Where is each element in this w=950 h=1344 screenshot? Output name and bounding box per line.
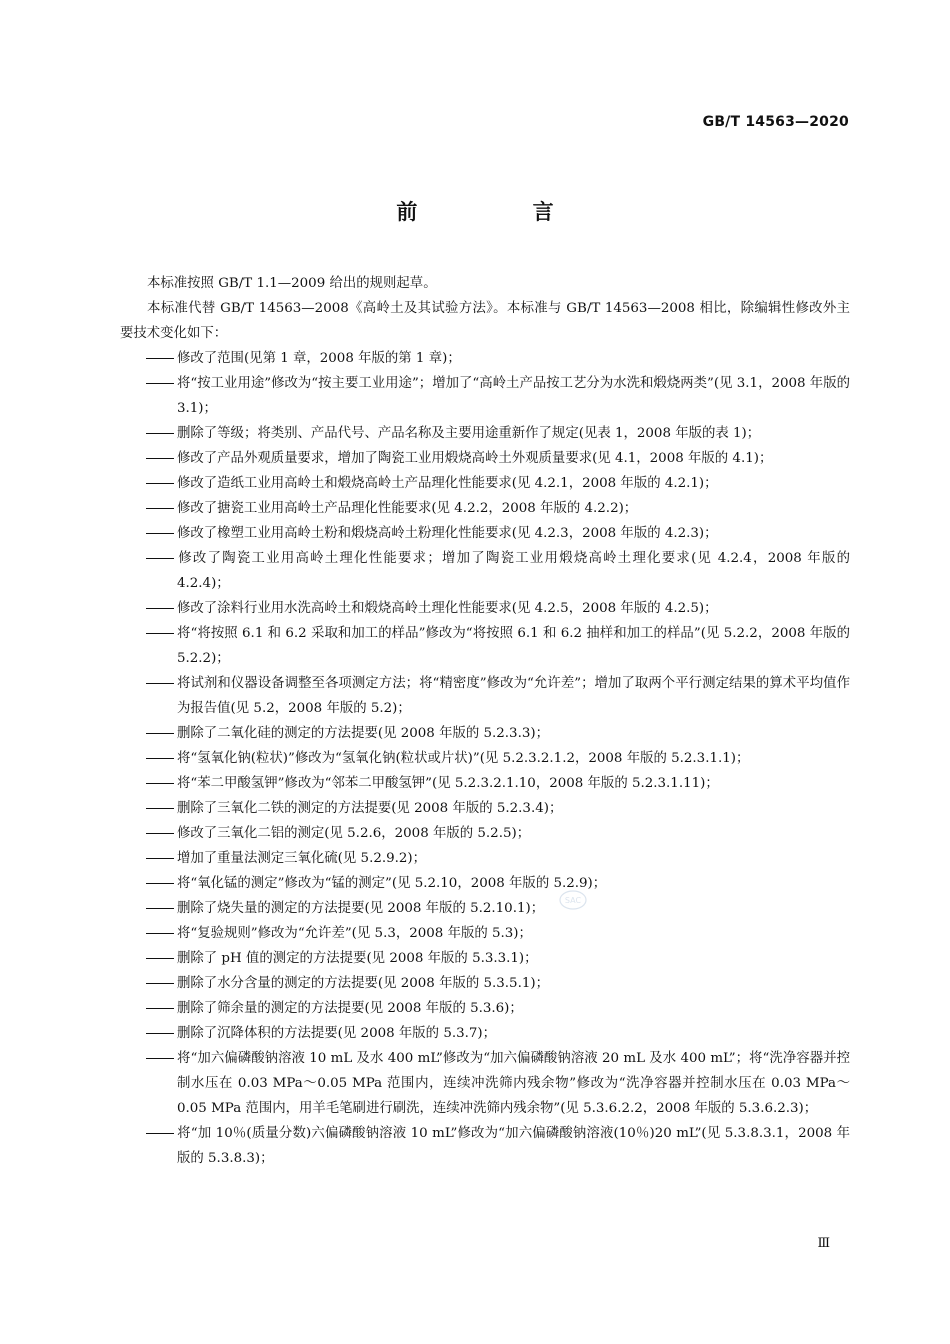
dash-marker xyxy=(146,508,174,509)
change-text: 修改了搪瓷工业用高岭土产品理化性能要求(见 4.2.2，2008 年版的 4.2.2)； xyxy=(177,501,638,516)
dash-marker xyxy=(146,783,174,784)
dash-marker xyxy=(146,558,174,559)
dash-marker xyxy=(146,1033,174,1034)
change-item xyxy=(120,346,850,371)
change-text: 修改了造纸工业用高岭土和煅烧高岭土产品理化性能要求(见 4.2.1，2008 年版的 4.2.1)； xyxy=(177,476,718,491)
change-text: 删除了等级；将类别、产品代号、产品名称及主要用途重新作了规定(见表 1，2008 年版的表 1)； xyxy=(177,426,761,441)
watermark-text: SAC xyxy=(564,896,582,905)
dash-marker xyxy=(146,383,174,384)
change-text: 修改了陶瓷工业用高岭土理化性能要求；增加了陶瓷工业用煅烧高岭土理化要求(见 4.2.4，2008 年版的 4.2.4)； xyxy=(177,551,850,591)
change-text: 将“按工业用途”修改为“按主要工业用途”；增加了“高岭土产品按工艺分为水洗和煅烧两类”(见 3.1，2008 年版的 3.1)； xyxy=(177,376,850,416)
change-text: 删除了 pH 值的测定的方法提要(见 2008 年版的 5.3.3.1)； xyxy=(177,951,538,966)
dash-marker xyxy=(146,908,174,909)
change-item xyxy=(120,821,850,846)
page-number: Ⅲ xyxy=(817,1236,830,1251)
dash-marker xyxy=(146,933,174,934)
change-text: 删除了二氧化硅的测定的方法提要(见 2008 年版的 5.2.3.3)； xyxy=(177,726,549,741)
change-item xyxy=(120,871,850,896)
sac-watermark-logo xyxy=(558,889,588,911)
change-item xyxy=(120,896,850,921)
change-text: 将“加六偏磷酸钠溶液 10 mL 及水 400 mL”修改为“加六偏磷酸钠溶液 20 mL 及水 400 mL”；将“洗净容器并控制水压在 0.03 MPa～0.05 MPa 范围内，连续冲洗筛内残余物”修改为“洗净容器并控制水压在 0.03 MPa～0.05 MPa 范围内，用羊毛笔刷进行刷洗，连续冲洗筛内残余物”(见 5.3.6.2.2，2008 年版的 5.3.6.2.3)； xyxy=(177,1051,850,1116)
dash-marker xyxy=(146,733,174,734)
dash-marker xyxy=(146,433,174,434)
change-text: 修改了涂料行业用水洗高岭土和煅烧高岭土理化性能要求(见 4.2.5，2008 年版的 4.2.5)； xyxy=(177,601,718,616)
dash-marker xyxy=(146,1008,174,1009)
change-text: 删除了沉降体积的方法提要(见 2008 年版的 5.3.7)； xyxy=(177,1026,497,1041)
change-text: 删除了三氧化二铁的测定的方法提要(见 2008 年版的 5.2.3.4)； xyxy=(177,801,563,816)
change-item xyxy=(120,521,850,546)
change-item xyxy=(120,546,850,596)
dash-marker xyxy=(146,633,174,634)
change-item xyxy=(120,421,850,446)
change-text: 将“复验规则”修改为“允许差”(见 5.3，2008 年版的 5.3)； xyxy=(177,926,532,941)
change-item xyxy=(120,371,850,421)
change-item xyxy=(120,1021,850,1046)
dash-marker xyxy=(146,833,174,834)
page-title: 前 言 xyxy=(396,200,608,224)
change-text: 将“氧化锰的测定”修改为“锰的测定”(见 5.2.10，2008 年版的 5.2.9)； xyxy=(177,876,607,891)
dash-marker xyxy=(146,958,174,959)
dash-marker xyxy=(146,483,174,484)
change-item xyxy=(120,996,850,1021)
change-item xyxy=(120,721,850,746)
paragraph: 本标准按照 GB/T 1.1—2009 给出的规则起草。 xyxy=(147,276,437,291)
dash-marker xyxy=(146,758,174,759)
dash-marker xyxy=(146,458,174,459)
dash-marker xyxy=(146,358,174,359)
change-item xyxy=(120,1121,850,1171)
change-text: 修改了范围(见第 1 章，2008 年版的第 1 章)； xyxy=(177,351,461,366)
change-text: 删除了水分含量的测定的方法提要(见 2008 年版的 5.3.5.1)； xyxy=(177,976,549,991)
change-item xyxy=(120,496,850,521)
change-text: 增加了重量法测定三氧化硫(见 5.2.9.2)； xyxy=(177,851,427,866)
foreword-body xyxy=(120,271,850,1171)
dash-marker xyxy=(146,1133,174,1134)
change-item xyxy=(120,1046,850,1121)
change-text: 将“加 10％(质量分数)六偏磷酸钠溶液 10 mL”修改为“加六偏磷酸钠溶液(10％)20 mL”(见 5.3.8.3.1，2008 年版的 5.3.8.3)； xyxy=(177,1126,850,1166)
change-item xyxy=(120,621,850,671)
change-item xyxy=(120,471,850,496)
change-item xyxy=(120,971,850,996)
change-text: 修改了三氧化二铝的测定(见 5.2.6，2008 年版的 5.2.5)； xyxy=(177,826,531,841)
dash-marker xyxy=(146,808,174,809)
change-text: 修改了产品外观质量要求，增加了陶瓷工业用煅烧高岭土外观质量要求(见 4.1，2008 年版的 4.1)； xyxy=(177,451,773,466)
change-item xyxy=(120,446,850,471)
change-item xyxy=(120,771,850,796)
change-text: 修改了橡塑工业用高岭土粉和煅烧高岭土粉理化性能要求(见 4.2.3，2008 年版的 4.2.3)； xyxy=(177,526,718,541)
change-item xyxy=(120,846,850,871)
change-text: 将“苯二甲酸氢钾”修改为“邻苯二甲酸氢钾”(见 5.2.3.2.1.10，2008 年版的 5.2.3.1.11)； xyxy=(177,776,719,791)
dash-marker xyxy=(146,533,174,534)
change-text: 将“将按照 6.1 和 6.2 采取和加工的样品”修改为“将按照 6.1 和 6.2 抽样和加工的样品”(见 5.2.2，2008 年版的 5.2.2)； xyxy=(177,626,850,666)
change-text: 将“氢氧化钠(粒状)”修改为“氢氧化钠(粒状或片状)”(见 5.2.3.2.1.2，2008 年版的 5.2.3.1.1)； xyxy=(177,751,750,766)
dash-marker xyxy=(146,983,174,984)
standard-number: GB/T 14563—2020 xyxy=(702,114,849,130)
dash-marker xyxy=(146,1058,174,1059)
change-item xyxy=(120,671,850,721)
change-item xyxy=(120,921,850,946)
dash-marker xyxy=(146,683,174,684)
dash-marker xyxy=(146,608,174,609)
dash-marker xyxy=(146,883,174,884)
paragraph: 本标准代替 GB/T 14563—2008《高岭土及其试验方法》。本标准与 GB/T 14563—2008 相比，除编辑性修改外主要技术变化如下： xyxy=(120,301,850,341)
dash-marker xyxy=(146,858,174,859)
change-item xyxy=(120,596,850,621)
change-item xyxy=(120,746,850,771)
change-text: 将试剂和仪器设备调整至各项测定方法；将“精密度”修改为“允许差”；增加了取两个平行测定结果的算术平均值作为报告值(见 5.2，2008 年版的 5.2)； xyxy=(177,676,850,716)
change-text: 删除了烧失量的测定的方法提要(见 2008 年版的 5.2.10.1)； xyxy=(177,901,545,916)
change-item xyxy=(120,946,850,971)
change-item xyxy=(120,796,850,821)
change-list xyxy=(120,346,850,1171)
change-text: 删除了筛余量的测定的方法提要(见 2008 年版的 5.3.6)； xyxy=(177,1001,523,1016)
